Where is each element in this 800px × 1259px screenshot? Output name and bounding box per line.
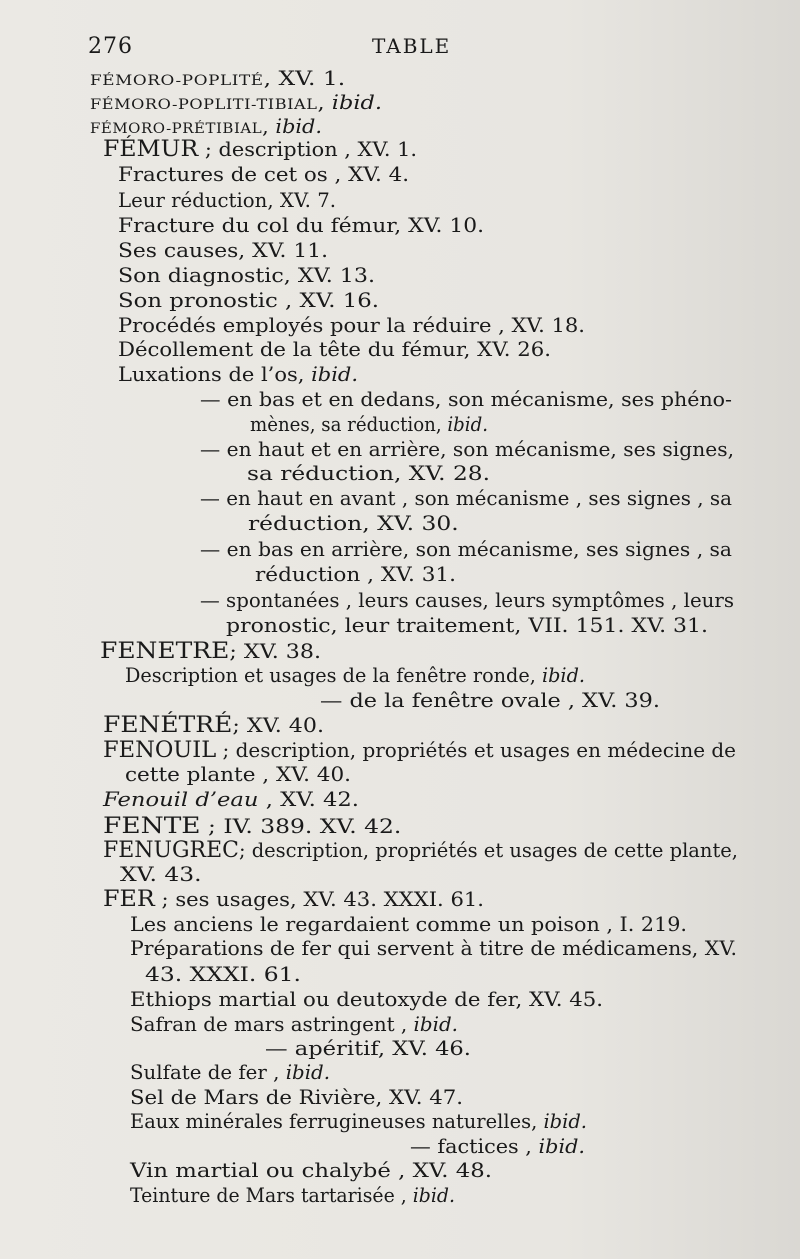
index-line-text: réduction, XV. 30. [248,512,459,535]
index-line-text: — spontanées , leurs causes, leurs symptômes , leurs [200,589,734,612]
page-number: 276 [88,34,133,59]
index-line-text: réduction , XV. 31. [255,563,456,586]
index-line [103,715,324,737]
index-line-text: ibid. [543,1110,587,1133]
index-line-text: pronostic, leur traitement, VII. 151. XV. 31. [226,614,708,637]
index-line [130,1062,330,1084]
index-line [103,840,738,862]
index-line [103,740,736,762]
index-line-text: FÉMUR [103,137,199,162]
index-line [90,92,382,116]
index-line [130,938,737,960]
index-line-text: 43. XXXI. 61. [145,963,301,986]
index-line-text: Procédés employés pour la réduire , XV. 18. [118,314,585,337]
index-line-text: ; description, propriétés et usages en médecine de [216,739,736,762]
index-line [200,389,732,411]
index-line [118,290,379,312]
index-line [103,789,359,811]
index-line [200,488,732,510]
index-line-text: — en bas et en dedans, son mécanisme, ses phéno- [200,388,732,411]
index-line-text: Préparations de fer qui servent à titre de médicamens, XV. [130,937,737,960]
index-line-text: — en haut en avant , son mécanisme , ses signes , sa [200,487,732,510]
index-line-text: Fracture du col du fémur, XV. 10. [118,214,484,237]
index-line [125,665,585,687]
index-line-text: Sel de Mars de Rivière, XV. 47. [130,1086,463,1109]
index-line [118,364,358,386]
index-line-text: ibid. [285,1061,330,1084]
index-line-text: Les anciens le regardaient comme un poison , I. 219. [130,913,687,936]
index-line-text: ; IV. 389. XV. 42. [200,815,402,838]
index-line [226,615,708,637]
index-line-text: Description et usages de la fenêtre ronde, [125,664,542,687]
index-line [118,240,328,262]
index-line-text: Ses causes, XV. 11. [118,239,328,262]
index-line-text: Décollement de la tête du fémur, XV. 26. [118,338,551,361]
index-line [118,164,409,186]
page-header [88,34,748,60]
index-line-text: FÉMORO-POPLITÉ [90,73,264,89]
index-line [130,1160,492,1182]
index-line [410,1136,585,1158]
index-line-text: Luxations de l’os, [118,363,312,386]
index-line-text: ; XV. 40. [232,714,324,737]
index-line [200,590,734,612]
index-line-text: Fenouil d’eau [103,788,259,811]
index-line-text: ibid. [412,1184,455,1207]
index-line-text: — de la fenêtre ovale , XV. 39. [320,689,660,712]
index-line [103,816,401,838]
index-line-text: , [317,91,332,114]
index-line-text: Leur réduction, XV. 7. [118,189,336,212]
index-line-text: Teinture de Mars tartarisée , [130,1184,413,1207]
index-line-text: Safran de mars astringent , [130,1013,414,1036]
index-line-text: ibid. [447,413,488,436]
index-line [265,1038,471,1060]
index-line-text: ibid. [311,363,358,386]
index-line [118,265,375,287]
index-line-text: — en haut et en arrière, son mécanisme, ses signes, [200,438,734,461]
index-line [145,964,301,986]
index-line-text: FÉMORO-POPLITI-TIBIAL [90,97,318,113]
index-line [130,989,603,1011]
index-line-text: FENTE [103,814,201,839]
index-line-text: XV. 43. [120,863,202,886]
index-line-text: — en bas en arrière, son mécanisme, ses signes , sa [200,538,732,561]
index-line [118,315,585,337]
index-line [130,1111,587,1133]
index-line [103,889,484,911]
index-line [130,1014,458,1036]
index-line-text: FENUGREC [103,838,239,863]
index-line-text: , XV. 42. [258,788,359,811]
index-line [248,513,459,535]
index-line-text: FER [103,887,155,912]
index-line-text: ibid. [275,115,322,138]
index-line [200,439,734,461]
index-line-text: — apéritif, XV. 46. [265,1037,471,1060]
index-line-text: ; ses usages, XV. 43. XXXI. 61. [154,888,484,911]
index-line [200,539,732,561]
index-line-text: Fractures de cet os , XV. 4. [118,163,409,186]
index-line-text: — factices , [410,1135,539,1158]
index-line-text: sa réduction, XV. 28. [247,462,490,485]
index-line-text: , XV. 1. [263,67,346,90]
index-line [130,914,687,936]
index-line [320,690,660,712]
index-line-text: ; description, propriétés et usages de cette plante, [238,839,738,862]
index-line [130,1185,455,1207]
index-line-text: Son pronostic , XV. 16. [118,289,379,312]
index-line [90,68,345,92]
index-line-text: ibid. [413,1013,458,1036]
index-line-text: ibid. [331,91,382,114]
index-line-text: Eaux minérales ferrugineuses naturelles, [130,1110,544,1133]
index-line [125,764,351,786]
index-line [118,339,551,361]
index-line-text: FÉMORO-PRÉTIBIAL [90,121,263,137]
index-line [130,1087,463,1109]
index-line-text: Ethiops martial ou deutoxyde de fer, XV. 45. [130,988,603,1011]
index-line-text: Vin martial ou chalybé , XV. 48. [130,1159,492,1182]
index-line [100,641,321,663]
index-line-text: ; XV. 38. [229,640,321,663]
index-line [250,414,488,436]
index-line-text: , [262,115,276,138]
index-line-text: Son diagnostic, XV. 13. [118,264,375,287]
index-line [247,463,490,485]
running-title: TABLE [372,34,452,58]
index-line [103,139,417,161]
index-line [255,564,456,586]
index-line [118,190,336,212]
index-line-text: FENOUIL [103,738,217,763]
index-line-text: mènes, sa réduction, [250,413,448,436]
index-line-text: FENÉTRÉ [103,713,233,738]
index-line-text: ibid. [541,664,585,687]
index-line [120,864,202,886]
index-line-text: Sulfate de fer , [130,1061,286,1084]
index-line-text: cette plante , XV. 40. [125,763,351,786]
index-line [118,215,484,237]
index-line-text: FENETRE [100,639,230,664]
index-line-text: ibid. [538,1135,585,1158]
index-line-text: ; description , XV. 1. [198,138,417,161]
